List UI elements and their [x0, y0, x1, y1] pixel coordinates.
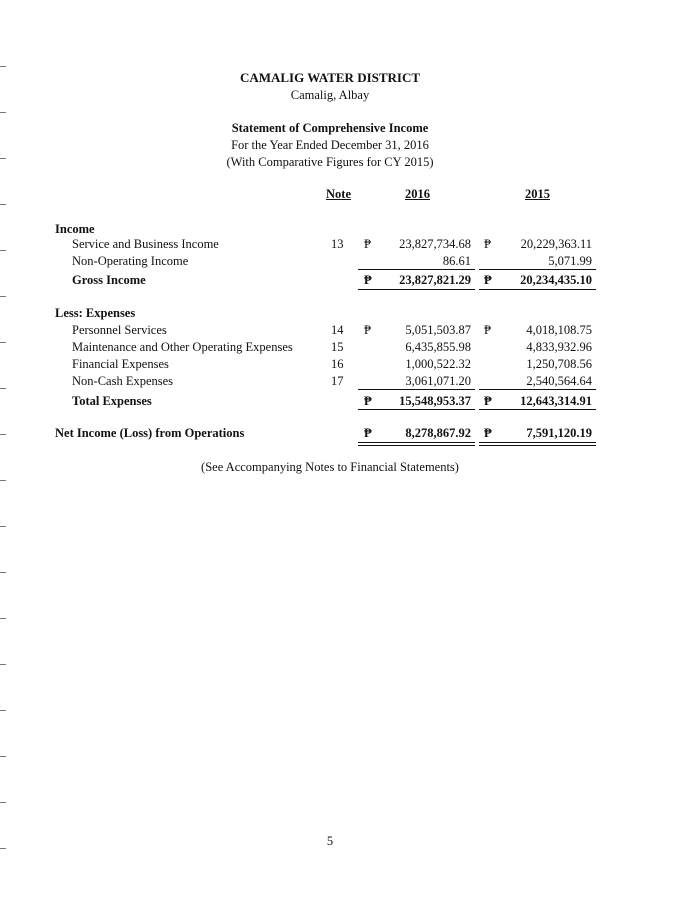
value-2016: 3,061,071.20 [405, 374, 471, 388]
row-label: Total Expenses [72, 394, 152, 408]
subtotal-rule [358, 269, 475, 270]
value-2016: 8,278,867.92 [405, 426, 471, 440]
value-2015: 2,540,564.64 [526, 374, 592, 388]
margin-tick [0, 710, 6, 711]
total-rule [358, 289, 475, 290]
value-2015: 20,234,435.10 [520, 273, 592, 287]
subtotal-rule [479, 269, 596, 270]
margin-tick [0, 342, 6, 343]
row-label: Personnel Services [72, 323, 167, 337]
page-number: 5 [326, 834, 334, 848]
margin-tick [0, 434, 6, 435]
peso-sign: ₱ [364, 273, 372, 287]
margin-tick [0, 802, 6, 803]
value-2016: 6,435,855.98 [405, 340, 471, 354]
peso-sign: ₱ [364, 237, 371, 251]
double-rule [358, 445, 475, 446]
row-note: 14 [331, 323, 344, 337]
margin-tick [0, 526, 6, 527]
value-2016: 1,000,522.32 [405, 357, 471, 371]
row-note: 15 [331, 340, 344, 354]
expenses-heading: Less: Expenses [55, 306, 136, 320]
row-label: Maintenance and Other Operating Expenses [72, 340, 293, 354]
net-income-label: Net Income (Loss) from Operations [55, 426, 245, 440]
column-header-2016: 2016 [405, 187, 430, 201]
row-label: Financial Expenses [72, 357, 169, 371]
row-note: 16 [331, 357, 344, 371]
margin-tick [0, 112, 6, 113]
row-label: Gross Income [72, 273, 146, 287]
statement-title: Statement of Comprehensive Income [231, 121, 429, 135]
value-2015: 12,643,314.91 [520, 394, 592, 408]
total-rule [479, 409, 596, 410]
subtotal-rule [479, 389, 596, 390]
value-2015: 4,833,932.96 [526, 340, 592, 354]
margin-tick [0, 664, 6, 665]
double-rule [358, 442, 475, 443]
margin-tick [0, 66, 6, 67]
peso-sign: ₱ [484, 237, 491, 251]
statement-comparative: (With Comparative Figures for CY 2015) [226, 155, 434, 169]
double-rule [479, 445, 596, 446]
subtotal-rule [358, 389, 475, 390]
value-2015: 5,071.99 [548, 254, 592, 268]
peso-sign: ₱ [364, 426, 372, 440]
margin-tick [0, 204, 6, 205]
organization-location: Camalig, Albay [290, 88, 370, 102]
peso-sign: ₱ [484, 323, 491, 337]
peso-sign: ₱ [364, 394, 372, 408]
margin-tick [0, 388, 6, 389]
margin-tick [0, 756, 6, 757]
row-label: Service and Business Income [72, 237, 219, 251]
value-2015: 7,591,120.19 [526, 426, 592, 440]
value-2016: 23,827,734.68 [399, 237, 471, 251]
peso-sign: ₱ [484, 273, 492, 287]
income-heading: Income [55, 222, 95, 236]
total-rule [479, 289, 596, 290]
value-2015: 1,250,708.56 [526, 357, 592, 371]
row-label: Non-Operating Income [72, 254, 189, 268]
value-2016: 23,827,821.29 [399, 273, 471, 287]
peso-sign: ₱ [484, 426, 492, 440]
value-2016: 5,051,503.87 [405, 323, 471, 337]
statement-period: For the Year Ended December 31, 2016 [231, 138, 429, 152]
margin-tick [0, 480, 6, 481]
margin-tick [0, 572, 6, 573]
double-rule [479, 442, 596, 443]
margin-tick [0, 250, 6, 251]
peso-sign: ₱ [484, 394, 492, 408]
value-2015: 4,018,108.75 [526, 323, 592, 337]
value-2016: 15,548,953.37 [399, 394, 471, 408]
value-2016: 86.61 [442, 254, 471, 268]
notes-reference: (See Accompanying Notes to Financial Statements) [201, 460, 459, 474]
value-2015: 20,229,363.11 [520, 237, 592, 251]
total-rule [358, 409, 475, 410]
column-header-2015: 2015 [525, 187, 550, 201]
organization-name: CAMALIG WATER DISTRICT [239, 70, 421, 85]
margin-tick [0, 618, 6, 619]
peso-sign: ₱ [364, 323, 371, 337]
row-note: 17 [331, 374, 344, 388]
margin-tick [0, 296, 6, 297]
row-note: 13 [331, 237, 344, 251]
row-label: Non-Cash Expenses [72, 374, 174, 388]
column-header-note: Note [326, 187, 351, 201]
